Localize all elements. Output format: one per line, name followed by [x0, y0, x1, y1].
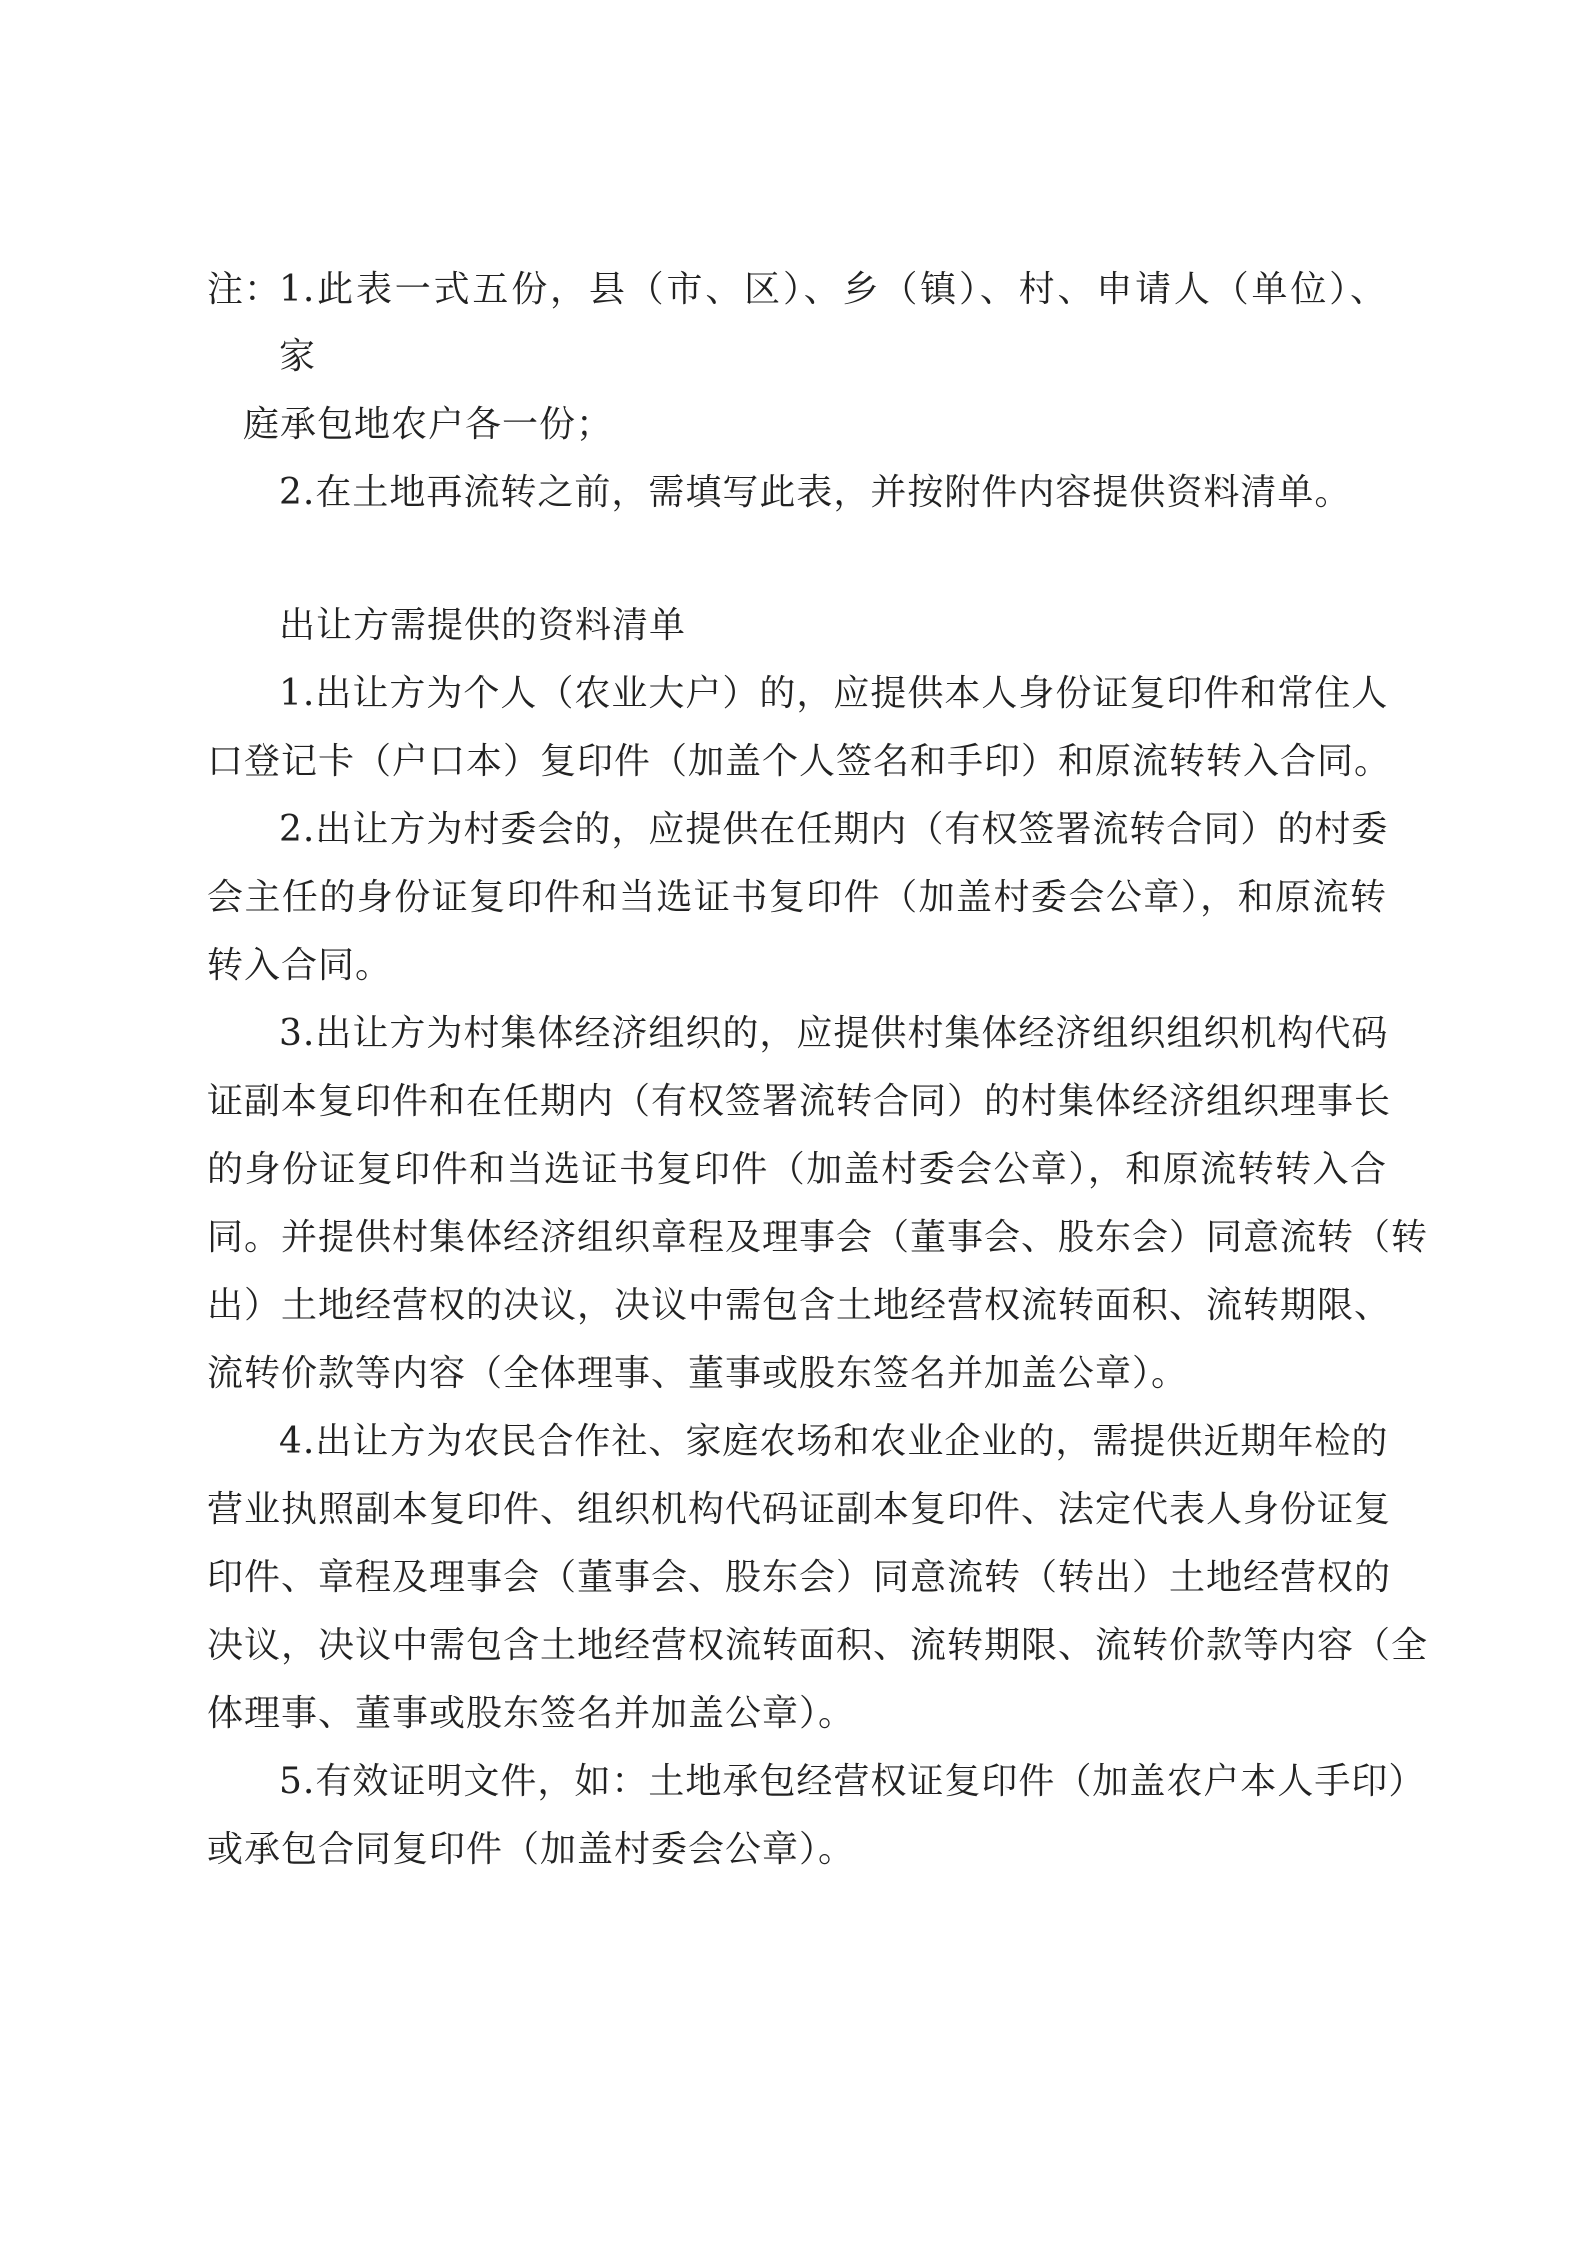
checklist-line: 5.有效证明文件，如：土地承包经营权证复印件（加盖农户本人手印）	[279, 1761, 1426, 1802]
note-line-1: 1.此表一式五份，县（市、区）、乡（镇）、村、申请人（单位）、	[279, 269, 1387, 310]
checklist-line: 出）土地经营权的决议，决议中需包含土地经营权流转面积、流转期限、	[207, 1285, 1392, 1326]
checklist-line: 证副本复印件和在任期内（有权签署流转合同）的村集体经济组织理事长	[207, 1081, 1392, 1122]
checklist-line: 4.出让方为农民合作社、家庭农场和农业企业的，需提供近期年检的	[279, 1421, 1389, 1462]
checklist-line: 体理事、董事或股东签名并加盖公章）。	[207, 1693, 856, 1734]
checklist-line: 2.出让方为村委会的，应提供在任期内（有权签署流转合同）的村委	[279, 809, 1389, 850]
checklist-line: 流转价款等内容（全体理事、董事或股东签名并加盖公章）。	[207, 1353, 1189, 1394]
checklist-line: 印件、章程及理事会（董事会、股东会）同意流转（转出）土地经营权的	[207, 1557, 1392, 1598]
checklist-line: 会主任的身份证复印件和当选证书复印件（加盖村委会公章），和原流转	[207, 877, 1387, 918]
checklist-line: 决议，决议中需包含土地经营权流转面积、流转期限、流转价款等内容（全	[207, 1625, 1429, 1666]
checklist-title: 出让方需提供的资料清单	[279, 605, 687, 646]
note-line-4: 2.在土地再流转之前，需填写此表，并按附件内容提供资料清单。	[279, 472, 1352, 513]
note-line-3: 庭承包地农户各一份；	[243, 404, 614, 445]
checklist-line: 或承包合同复印件（加盖村委会公章）。	[207, 1829, 856, 1870]
checklist-line: 转入合同。	[207, 945, 393, 986]
checklist-line: 1.出让方为个人（农业大户）的，应提供本人身份证复印件和常住人	[279, 673, 1389, 714]
checklist-line: 营业执照副本复印件、组织机构代码证副本复印件、法定代表人身份证复	[207, 1489, 1392, 1530]
checklist-line: 口登记卡（户口本）复印件（加盖个人签名和手印）和原流转转入合同。	[207, 741, 1392, 782]
note-prefix: 注：	[207, 269, 282, 310]
checklist-line: 同。并提供村集体经济组织章程及理事会（董事会、股东会）同意流转（转	[207, 1217, 1429, 1258]
checklist-line: 3.出让方为村集体经济组织的，应提供村集体经济组织组织机构代码	[279, 1013, 1389, 1054]
checklist-line: 的身份证复印件和当选证书复印件（加盖村委会公章），和原流转转入合	[207, 1149, 1387, 1190]
note-line-2: 家	[279, 336, 317, 377]
